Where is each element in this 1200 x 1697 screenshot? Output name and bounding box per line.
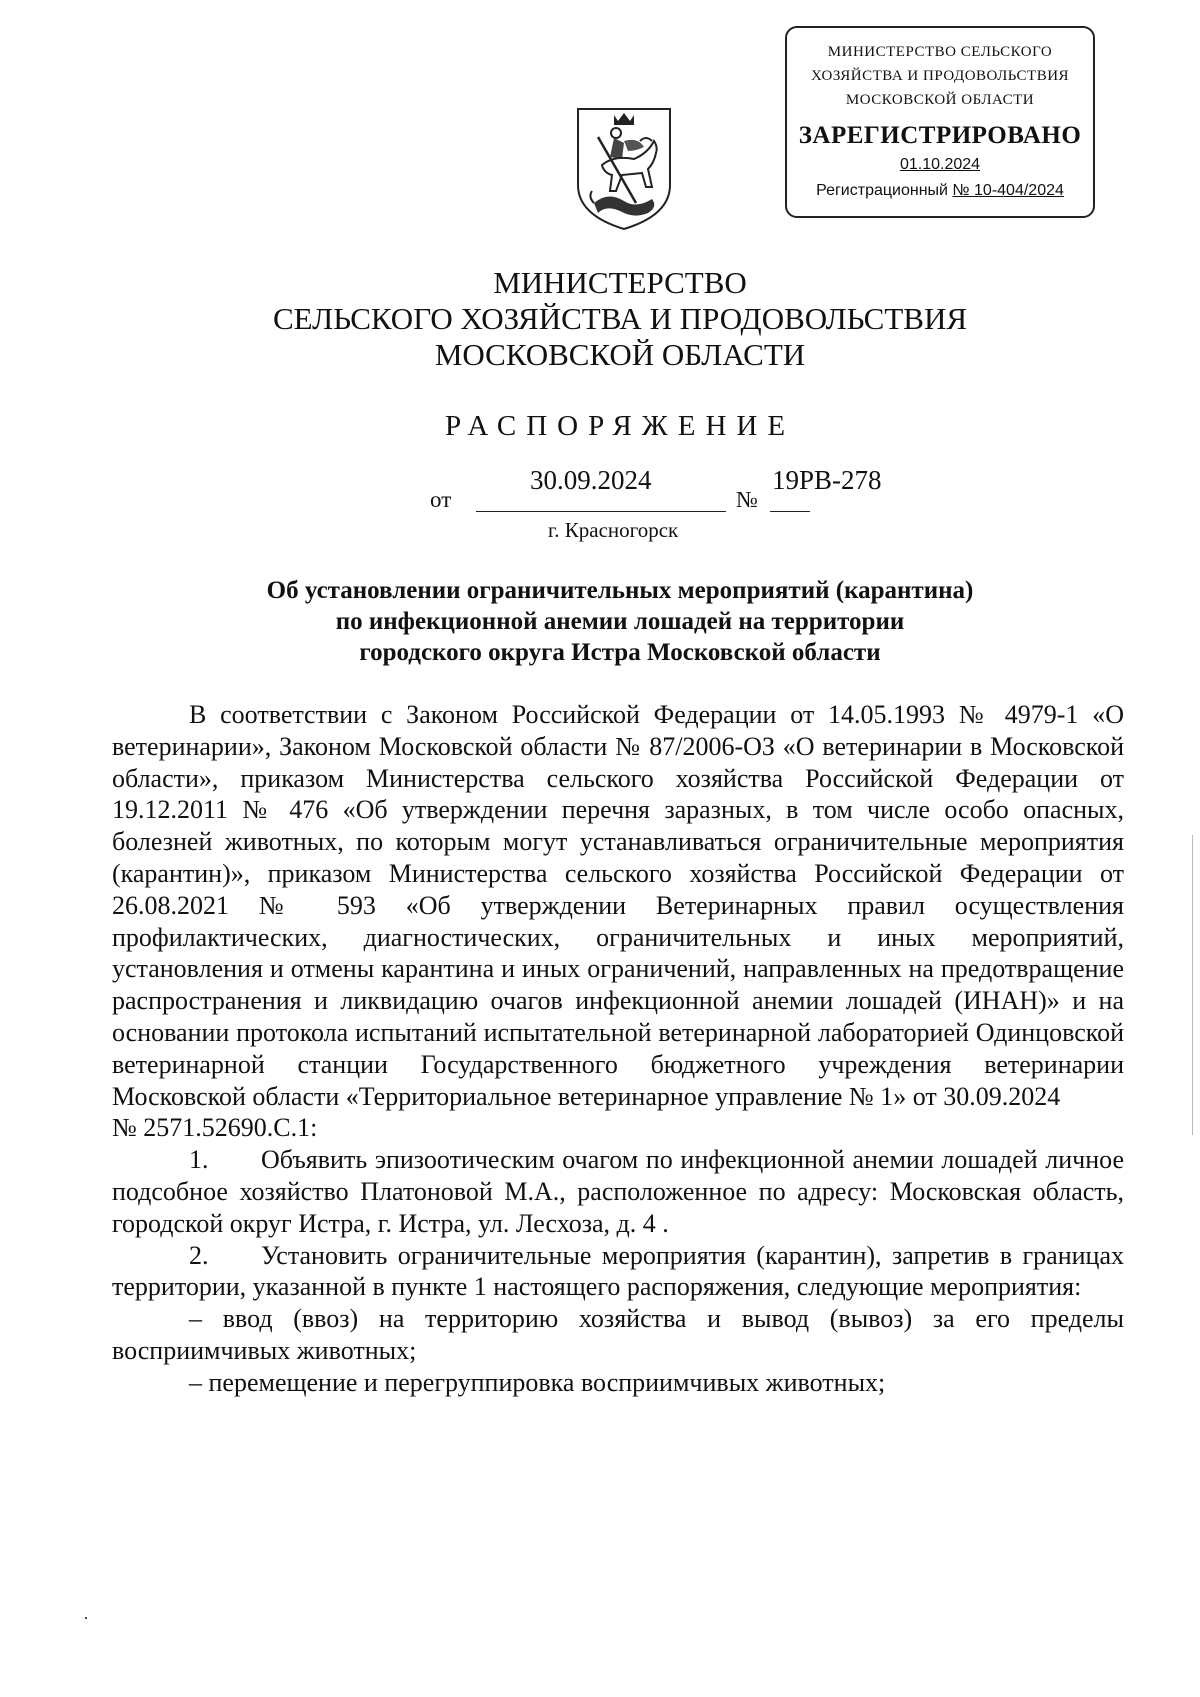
- title-line-1: Об установлении ограничительных мероприятий (карантина): [266, 577, 974, 604]
- ministry-header-line-1: МИНИСТЕРСТВО: [493, 265, 747, 300]
- item-1-text: Объявить эпизоотическим очагом по инфекционной анемии лошадей личное подсобное хозяйство Платоновой М.А., расположенное по адресу: Московская область, городской округ Истра, г. Истра, ул. Лесхоза, д. 4 .: [112, 1145, 1124, 1238]
- document-number: 19РВ-278: [772, 465, 882, 495]
- from-label: от: [430, 487, 452, 512]
- document-title: [0, 575, 1200, 668]
- preamble-paragraph: В соответствии с Законом Российской Федерации от 14.05.1993 № 4979-1 «О ветеринарии», Законом Московской области № 87/2006-ОЗ «О ветеринарии в Московской области», приказом Министерства сельского хозяйства Российской Федерации от 19.12.2011 № 476 «Об утверждении перечня заразных, в том числе особо опасных, болезней животных, по которым могут устанавливаться ограничительные мероприятия (карантин)», приказом Министерства сельского хозяйства Российской Федерации от 26.08.2021 № 593 «Об утверждении Ветеринарных правил осуществления профилактических, диагностических, ограничительных и иных мероприятий, установления и отмены карантина и иных ограничений, направленных на предотвращение распространения и ликвидацию очагов инфекционной анемии лошадей (ИНАН)» и на основании протокола испытаний испытательной ветеринарной лабораторией Одинцовской ветеринарной станции Государственного бюджетного учреждения ветеринарии Московской области «Территориальное ветеринарное управление № 1» от 30.09.2024: [112, 700, 1124, 1111]
- restriction-1: – ввод (ввоз) на территорию хозяйства и вывод (вывоз) за его пределы восприимчивых животных;: [112, 1304, 1124, 1365]
- title-line-3: городского округа Истра Московской области: [359, 639, 881, 666]
- stamp-date: 01.10.2024: [899, 156, 981, 173]
- registration-stamp: [785, 26, 1095, 218]
- item-1-number: 1.: [189, 1145, 209, 1175]
- number-underline: [770, 511, 810, 512]
- stamp-line-1: МИНИСТЕРСТВО СЕЛЬСКОГО: [827, 44, 1053, 60]
- number-label: №: [736, 487, 758, 512]
- document-date-number: [430, 465, 900, 525]
- item-2-number: 2.: [189, 1240, 209, 1270]
- stamp-line-2: ХОЗЯЙСТВА И ПРОДОВОЛЬСТВИЯ: [810, 68, 1070, 84]
- stamp-reg-value: № 10-404/2024: [952, 182, 1064, 199]
- document-body: [112, 699, 1124, 1399]
- item-1: [112, 1144, 1124, 1239]
- ministry-header: [0, 265, 1200, 373]
- title-line-2: по инфекционной анемии лошадей на территории: [335, 608, 905, 635]
- item-2: [112, 1240, 1124, 1304]
- preamble-tail: № 2571.52690.С.1:: [112, 1113, 318, 1143]
- document-date: 30.09.2024: [530, 465, 652, 495]
- ministry-header-line-3: МОСКОВСКОЙ ОБЛАСТИ: [434, 337, 806, 372]
- document-type: РАСПОРЯЖЕНИЕ: [444, 410, 796, 442]
- restriction-2: – перемещение и перегруппировка восприимчивых животных;: [189, 1367, 886, 1397]
- date-underline: [476, 511, 726, 512]
- stamp-line-3: МОСКОВСКОЙ ОБЛАСТИ: [845, 92, 1035, 108]
- ministry-header-line-2: СЕЛЬСКОГО ХОЗЯЙСТВА И ПРОДОВОЛЬСТВИЯ: [272, 301, 968, 336]
- document-city: г. Красногорск: [548, 518, 679, 542]
- stamp-reg-number: [787, 182, 1093, 200]
- stamp-reg-label: Регистрационный: [816, 182, 953, 199]
- scan-margin-line: [1192, 835, 1193, 1135]
- scan-speck: [85, 1617, 87, 1619]
- item-2-text: Установить ограничительные мероприятия (карантин), запретив в границах территории, указанной в пункте 1 настоящего распоряжения, следующие мероприятия:: [112, 1240, 1124, 1302]
- stamp-status: ЗАРЕГИСТРИРОВАНО: [798, 122, 1082, 149]
- moscow-oblast-coat-of-arms-icon: [574, 107, 674, 232]
